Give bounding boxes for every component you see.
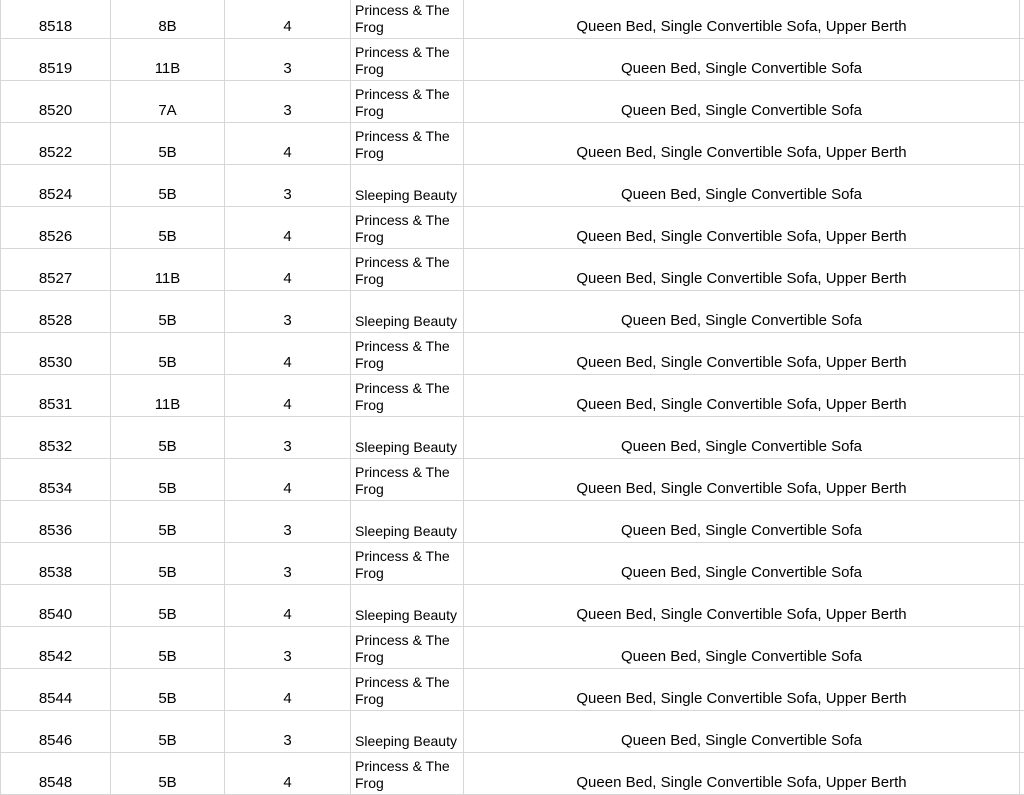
category-cell[interactable]: 5B: [111, 333, 225, 375]
room-number-cell[interactable]: 8519: [1, 39, 111, 81]
table-row: [1, 207, 1024, 249]
room-number-cell[interactable]: 8544: [1, 669, 111, 711]
bedding-cell[interactable]: Queen Bed, Single Convertible Sofa, Upper Berth: [464, 249, 1020, 291]
empty-cell[interactable]: [1020, 585, 1024, 627]
room-number-cell[interactable]: 8548: [1, 753, 111, 795]
empty-cell[interactable]: [1020, 375, 1024, 417]
category-cell[interactable]: 11B: [111, 39, 225, 81]
capacity-cell[interactable]: 3: [225, 417, 351, 459]
bedding-cell[interactable]: Queen Bed, Single Convertible Sofa, Upper Berth: [464, 585, 1020, 627]
table-row: [1, 501, 1024, 543]
category-cell[interactable]: 5B: [111, 207, 225, 249]
category-cell[interactable]: 5B: [111, 711, 225, 753]
table-row: [1, 333, 1024, 375]
table-row: [1, 543, 1024, 585]
table-row: [1, 291, 1024, 333]
table-row: [1, 0, 1024, 39]
empty-cell[interactable]: [1020, 39, 1024, 81]
empty-cell[interactable]: [1020, 501, 1024, 543]
table-row: [1, 753, 1024, 795]
empty-cell[interactable]: [1020, 0, 1024, 39]
theme-text: Sleeping Beauty: [355, 607, 463, 624]
table-row: [1, 165, 1024, 207]
theme-cell[interactable]: [351, 711, 464, 753]
bedding-cell[interactable]: Queen Bed, Single Convertible Sofa, Upper Berth: [464, 459, 1020, 501]
category-cell[interactable]: 5B: [111, 165, 225, 207]
theme-text: Sleeping Beauty: [355, 313, 463, 330]
theme-text: Princess & The Frog: [355, 254, 463, 288]
room-number-cell[interactable]: 8520: [1, 81, 111, 123]
category-cell[interactable]: 5B: [111, 627, 225, 669]
room-number-cell[interactable]: 8524: [1, 165, 111, 207]
theme-text: Sleeping Beauty: [355, 523, 463, 540]
room-number-cell[interactable]: 8546: [1, 711, 111, 753]
category-cell[interactable]: 11B: [111, 375, 225, 417]
empty-cell[interactable]: [1020, 249, 1024, 291]
theme-cell[interactable]: [351, 0, 464, 39]
capacity-cell[interactable]: 4: [225, 375, 351, 417]
theme-cell[interactable]: [351, 753, 464, 795]
theme-cell[interactable]: [351, 375, 464, 417]
empty-cell[interactable]: [1020, 669, 1024, 711]
bedding-cell[interactable]: Queen Bed, Single Convertible Sofa: [464, 165, 1020, 207]
theme-text: Sleeping Beauty: [355, 187, 463, 204]
table-body: [1, 0, 1024, 795]
category-cell[interactable]: 7A: [111, 81, 225, 123]
room-number-cell[interactable]: 8538: [1, 543, 111, 585]
theme-text: Princess & The Frog: [355, 758, 463, 792]
empty-cell[interactable]: [1020, 165, 1024, 207]
room-number-cell[interactable]: 8518: [1, 0, 111, 39]
bedding-cell[interactable]: Queen Bed, Single Convertible Sofa, Upper Berth: [464, 333, 1020, 375]
capacity-cell[interactable]: 3: [225, 81, 351, 123]
category-cell[interactable]: 5B: [111, 291, 225, 333]
empty-cell[interactable]: [1020, 711, 1024, 753]
theme-cell[interactable]: [351, 123, 464, 165]
theme-text: Princess & The Frog: [355, 674, 463, 708]
category-cell[interactable]: 8B: [111, 0, 225, 39]
room-number-cell[interactable]: 8522: [1, 123, 111, 165]
theme-text: Princess & The Frog: [355, 338, 463, 372]
empty-cell[interactable]: [1020, 753, 1024, 795]
theme-cell[interactable]: [351, 501, 464, 543]
category-cell[interactable]: 5B: [111, 417, 225, 459]
table-row: [1, 417, 1024, 459]
theme-text: Sleeping Beauty: [355, 439, 463, 456]
table-row: [1, 459, 1024, 501]
theme-cell[interactable]: [351, 543, 464, 585]
capacity-cell[interactable]: 3: [225, 501, 351, 543]
empty-cell[interactable]: [1020, 543, 1024, 585]
room-number-cell[interactable]: 8534: [1, 459, 111, 501]
theme-text: Sleeping Beauty: [355, 733, 463, 750]
capacity-cell[interactable]: 3: [225, 627, 351, 669]
category-cell[interactable]: 11B: [111, 249, 225, 291]
table-row: [1, 627, 1024, 669]
theme-cell[interactable]: [351, 669, 464, 711]
category-cell[interactable]: 5B: [111, 543, 225, 585]
theme-text: Princess & The Frog: [355, 44, 463, 78]
category-cell[interactable]: 5B: [111, 753, 225, 795]
category-cell[interactable]: 5B: [111, 501, 225, 543]
theme-text: Princess & The Frog: [355, 380, 463, 414]
capacity-cell[interactable]: 4: [225, 249, 351, 291]
capacity-cell[interactable]: 4: [225, 207, 351, 249]
room-number-cell[interactable]: 8531: [1, 375, 111, 417]
table-row: [1, 39, 1024, 81]
category-cell[interactable]: 5B: [111, 669, 225, 711]
theme-text: Princess & The Frog: [355, 128, 463, 162]
category-cell[interactable]: 5B: [111, 123, 225, 165]
bedding-cell[interactable]: Queen Bed, Single Convertible Sofa, Upper Berth: [464, 207, 1020, 249]
capacity-cell[interactable]: 4: [225, 0, 351, 39]
bedding-cell[interactable]: Queen Bed, Single Convertible Sofa, Upper Berth: [464, 123, 1020, 165]
theme-cell[interactable]: [351, 585, 464, 627]
capacity-cell[interactable]: 4: [225, 669, 351, 711]
capacity-cell[interactable]: 4: [225, 753, 351, 795]
bedding-cell[interactable]: Queen Bed, Single Convertible Sofa: [464, 627, 1020, 669]
room-number-cell[interactable]: 8527: [1, 249, 111, 291]
theme-text: Princess & The Frog: [355, 2, 463, 36]
bedding-cell[interactable]: Queen Bed, Single Convertible Sofa, Upper Berth: [464, 669, 1020, 711]
table-row: [1, 669, 1024, 711]
bedding-cell[interactable]: Queen Bed, Single Convertible Sofa, Upper Berth: [464, 375, 1020, 417]
bedding-cell[interactable]: Queen Bed, Single Convertible Sofa: [464, 501, 1020, 543]
theme-cell[interactable]: [351, 291, 464, 333]
bedding-cell[interactable]: Queen Bed, Single Convertible Sofa, Upper Berth: [464, 0, 1020, 39]
theme-cell[interactable]: [351, 81, 464, 123]
theme-text: Princess & The Frog: [355, 86, 463, 120]
table-row: [1, 585, 1024, 627]
bedding-cell[interactable]: Queen Bed, Single Convertible Sofa: [464, 291, 1020, 333]
theme-cell[interactable]: [351, 39, 464, 81]
capacity-cell[interactable]: 3: [225, 165, 351, 207]
theme-text: Princess & The Frog: [355, 212, 463, 246]
table-row: [1, 81, 1024, 123]
room-number-cell[interactable]: 8542: [1, 627, 111, 669]
empty-cell[interactable]: [1020, 81, 1024, 123]
theme-cell[interactable]: [351, 417, 464, 459]
theme-cell[interactable]: [351, 627, 464, 669]
bedding-cell[interactable]: Queen Bed, Single Convertible Sofa: [464, 711, 1020, 753]
empty-cell[interactable]: [1020, 207, 1024, 249]
capacity-cell[interactable]: 3: [225, 711, 351, 753]
empty-cell[interactable]: [1020, 627, 1024, 669]
category-cell[interactable]: 5B: [111, 459, 225, 501]
capacity-cell[interactable]: 3: [225, 543, 351, 585]
table-row: [1, 123, 1024, 165]
table-row: [1, 375, 1024, 417]
table-row: [1, 711, 1024, 753]
empty-cell[interactable]: [1020, 417, 1024, 459]
category-cell[interactable]: 5B: [111, 585, 225, 627]
room-number-cell[interactable]: 8540: [1, 585, 111, 627]
empty-cell[interactable]: [1020, 291, 1024, 333]
room-number-cell[interactable]: 8530: [1, 333, 111, 375]
theme-cell[interactable]: [351, 207, 464, 249]
room-number-cell[interactable]: 8528: [1, 291, 111, 333]
theme-cell[interactable]: [351, 459, 464, 501]
capacity-cell[interactable]: 3: [225, 291, 351, 333]
capacity-cell[interactable]: 4: [225, 585, 351, 627]
bedding-cell[interactable]: Queen Bed, Single Convertible Sofa: [464, 81, 1020, 123]
bedding-cell[interactable]: Queen Bed, Single Convertible Sofa: [464, 543, 1020, 585]
bedding-cell[interactable]: Queen Bed, Single Convertible Sofa: [464, 39, 1020, 81]
empty-cell[interactable]: [1020, 123, 1024, 165]
empty-cell[interactable]: [1020, 333, 1024, 375]
room-number-cell[interactable]: 8536: [1, 501, 111, 543]
empty-cell[interactable]: [1020, 459, 1024, 501]
capacity-cell[interactable]: 4: [225, 123, 351, 165]
theme-text: Princess & The Frog: [355, 464, 463, 498]
bedding-cell[interactable]: Queen Bed, Single Convertible Sofa, Upper Berth: [464, 753, 1020, 795]
capacity-cell[interactable]: 3: [225, 39, 351, 81]
capacity-cell[interactable]: 4: [225, 459, 351, 501]
theme-cell[interactable]: [351, 333, 464, 375]
theme-cell[interactable]: [351, 249, 464, 291]
capacity-cell[interactable]: 4: [225, 333, 351, 375]
theme-text: Princess & The Frog: [355, 632, 463, 666]
theme-cell[interactable]: [351, 165, 464, 207]
room-number-cell[interactable]: 8526: [1, 207, 111, 249]
bedding-cell[interactable]: Queen Bed, Single Convertible Sofa: [464, 417, 1020, 459]
theme-text: Princess & The Frog: [355, 548, 463, 582]
table-row: [1, 249, 1024, 291]
room-number-cell[interactable]: 8532: [1, 417, 111, 459]
